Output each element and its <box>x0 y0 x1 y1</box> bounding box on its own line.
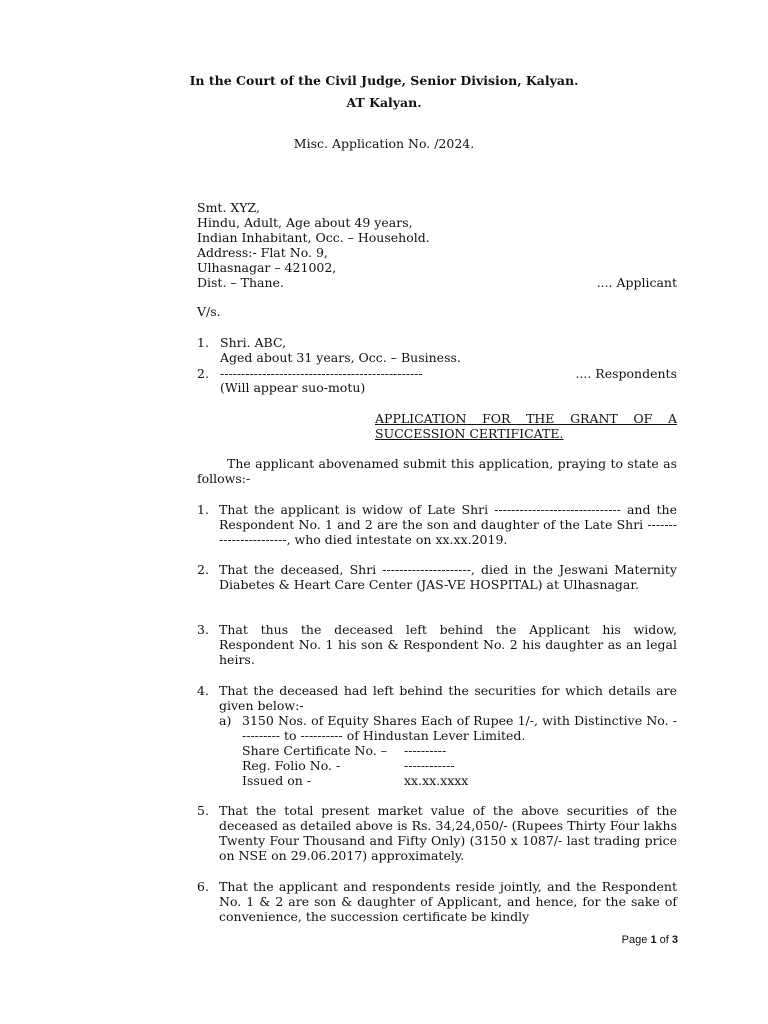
paragraph-number: 2. <box>197 562 209 577</box>
paragraph-number: 1. <box>197 502 209 517</box>
court-heading: In the Court of the Civil Judge, Senior Division, Kalyan. <box>189 73 579 88</box>
paragraph-text: That the total present market value of the above securities of the deceased as detailed above is Rs. 34,24,050/- (Rupees Thirty Four lakhs Twenty Four Thousand and Fifty Only) (3150 x 1087/- last trading price on NSE on 29.06.2017) approximately. <box>219 803 677 863</box>
paragraph-text: That the applicant and respondents reside jointly, and the Respondent No. 1 & 2 are son & daughter of Applicant, and hence, for the sake of convenience, the succession certificate be kindly <box>219 879 677 924</box>
applicant-line: Dist. – Thane. <box>197 275 284 290</box>
respondents-role: .... Respondents <box>575 366 677 381</box>
application-title-line1: APPLICATION FOR THE GRANT OF A <box>375 411 677 426</box>
security-row-value: ------------ <box>404 758 455 773</box>
intro-paragraph: The applicant abovenamed submit this application, praying to state as follows:- <box>197 456 677 486</box>
applicant-line: Address:- Flat No. 9, <box>197 245 328 260</box>
security-row-key: Share Certificate No. – <box>242 743 387 758</box>
applicant-line: Ulhasnagar – 421002, <box>197 260 337 275</box>
page-total: 3 <box>671 934 678 946</box>
paragraph-text: That the applicant is widow of Late Shri ------------------------------ and the Respondent No. 1 and 2 are the son and daughter of the Late Shri -----------------------, who died intestate on xx.xx.2019. <box>219 502 677 547</box>
securities-label: a) <box>219 713 232 728</box>
paragraph-number: 4. <box>197 683 209 698</box>
application-title-line2: SUCCESSION CERTIFICATE. <box>375 426 564 441</box>
applicant-line: Smt. XYZ, <box>197 200 260 215</box>
page-footer <box>622 934 678 946</box>
page-number: 1 <box>650 934 657 946</box>
paragraph-number: 5. <box>197 803 209 818</box>
court-place: AT Kalyan. <box>346 95 422 110</box>
applicant-line: Hindu, Adult, Age about 49 years, <box>197 215 413 230</box>
paragraph-number: 3. <box>197 622 209 637</box>
respondent-number: 1. <box>197 335 209 350</box>
of-word: of <box>659 934 669 946</box>
page-word: Page <box>621 934 648 946</box>
paragraph-number: 6. <box>197 879 209 894</box>
paragraph-text: That thus the deceased left behind the Applicant his widow, Respondent No. 1 his son & Respondent No. 2 his daughter as an legal heirs. <box>219 622 677 667</box>
respondent-name: Shri. ABC, <box>220 335 287 350</box>
applicant-role: .... Applicant <box>596 275 677 290</box>
respondent-name: ------------------------------------------------ <box>220 366 423 381</box>
versus-label: V/s. <box>197 304 221 319</box>
paragraph-text: That the deceased had left behind the securities for which details are given below:- <box>219 683 677 713</box>
applicant-line: Indian Inhabitant, Occ. – Household. <box>197 230 430 245</box>
respondent-detail: Aged about 31 years, Occ. – Business. <box>220 350 461 365</box>
misc-application-number: Misc. Application No. /2024. <box>293 136 475 151</box>
paragraph-text: That the deceased, Shri ---------------------, died in the Jeswani Maternity Diabetes & Heart Care Center (JAS-VE HOSPITAL) at Ulhasnagar. <box>219 562 677 592</box>
security-row-value: ---------- <box>404 743 447 758</box>
securities-text: 3150 Nos. of Equity Shares Each of Rupee 1/-, with Distinctive No. ---------- to ---------- of Hindustan Lever Limited. <box>242 713 677 743</box>
security-row-key: Reg. Folio No. - <box>242 758 341 773</box>
security-row-value: xx.xx.xxxx <box>404 773 469 788</box>
respondent-number: 2. <box>197 366 209 381</box>
respondent-detail: (Will appear suo-motu) <box>220 380 366 395</box>
security-row-key: Issued on - <box>242 773 311 788</box>
